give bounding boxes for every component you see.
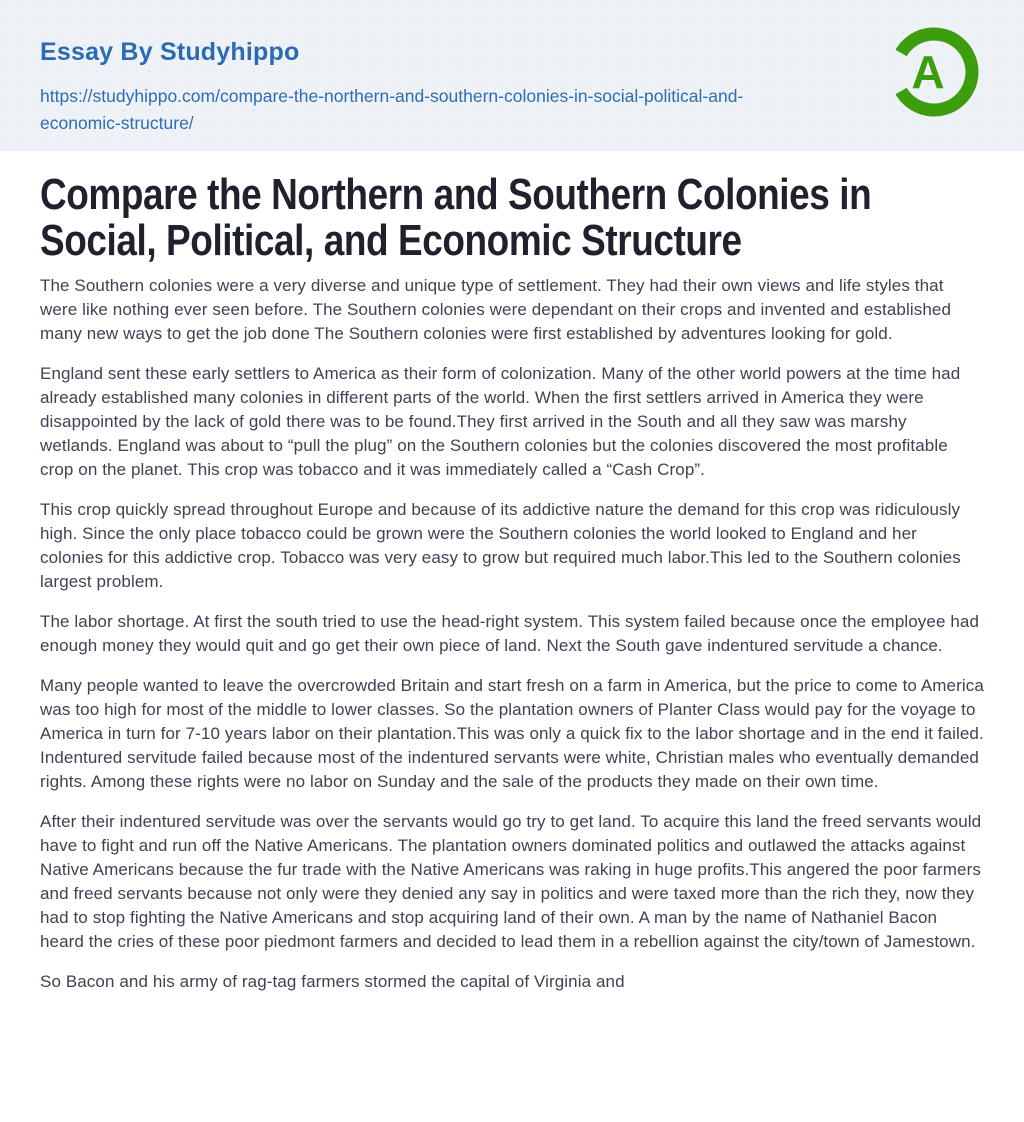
essay-title — [40, 172, 984, 264]
essay-paragraph: The Southern colonies were a very diverse and unique type of settlement. They had their own views and life styles that were like nothing ever seen before. The Southern colonies were dependant on their crops and invented and established many new ways to get the job done The Southern colonies were first established by adventures looking for gold. — [40, 276, 951, 343]
essay-url-link[interactable] — [40, 83, 984, 137]
logo-letter: A — [911, 46, 945, 98]
essay-title-line2: Social, Political, and Economic Structure — [40, 216, 742, 265]
essay-byline: Essay By Studyhippo — [40, 38, 300, 66]
essay-paragraph: After their indentured servitude was over the servants would go try to get land. To acquire this land the freed servants would have to fight and run off the Native Americans. The plantation owners dominated politics and outlawed the attacks against Native Americans because the fur trade with the Native Americans was raking in huge profits.This angered the poor farmers and freed servants because not only were they denied any say in politics and were taxed more than the rich they, now they had to stop fighting the Native Americans and stop acquiring land of their own. A man by the name of Nathaniel Bacon heard the cries of these poor piedmont farmers and decided to lead them in a rebellion against the city/town of Jamestown. — [40, 812, 982, 951]
essay-url-line1: https://studyhippo.com/compare-the-northern-and-southern-colonies-in-social-political-and- — [40, 86, 744, 106]
studyhippo-logo-icon — [884, 22, 984, 122]
essay-url-line2: economic-structure/ — [40, 113, 194, 133]
essay-paragraph: This crop quickly spread throughout Europe and because of its addictive nature the demand for this crop was ridiculously high. Since the only place tobacco could be grown were the Southern colonies the world looked to England and her colonies for this addictive crop. Tobacco was very easy to grow but required much labor.This led to the Southern colonies largest problem. — [40, 500, 961, 591]
essay-content — [0, 172, 1024, 994]
header-text-block — [40, 38, 984, 137]
essay-paragraph: Many people wanted to leave the overcrowded Britain and start fresh on a farm in America, but the price to come to America was too high for most of the middle to lower classes. So the plantation owners of Planter Class would pay for the voyage to America in turn for 7-10 years labor on their plantation.This was only a quick fix to the labor shortage and in the end it failed. Indentured servitude failed because most of the indentured servants were white, Christian males who eventually demanded rights. Among these rights were no labor on Sunday and the sale of the products they made on their own time. — [40, 676, 984, 791]
essay-paragraph: The labor shortage. At first the south tried to use the head-right system. This system failed because once the employee had enough money they would quit and go get their own piece of land. Next the South gave indentured servitude a chance. — [40, 612, 979, 655]
essay-title-line1: Compare the Northern and Southern Colonies in — [40, 170, 872, 219]
essay-paragraph: So Bacon and his army of rag-tag farmers stormed the capital of Virginia and — [40, 972, 625, 991]
essay-body — [40, 274, 984, 994]
essay-paragraph: England sent these early settlers to America as their form of colonization. Many of the other world powers at the time had already established many colonies in different parts of the world. When the first settlers arrived in America they were disappointed by the lack of gold there was to be found.They first arrived in the South and all they saw was marshy wetlands. England was about to “pull the plug” on the Southern colonies but the colonies discovered the most profitable crop on the planet. This crop was tobacco and it was immediately called a “Cash Crop”. — [40, 364, 961, 479]
page-header — [0, 0, 1024, 151]
